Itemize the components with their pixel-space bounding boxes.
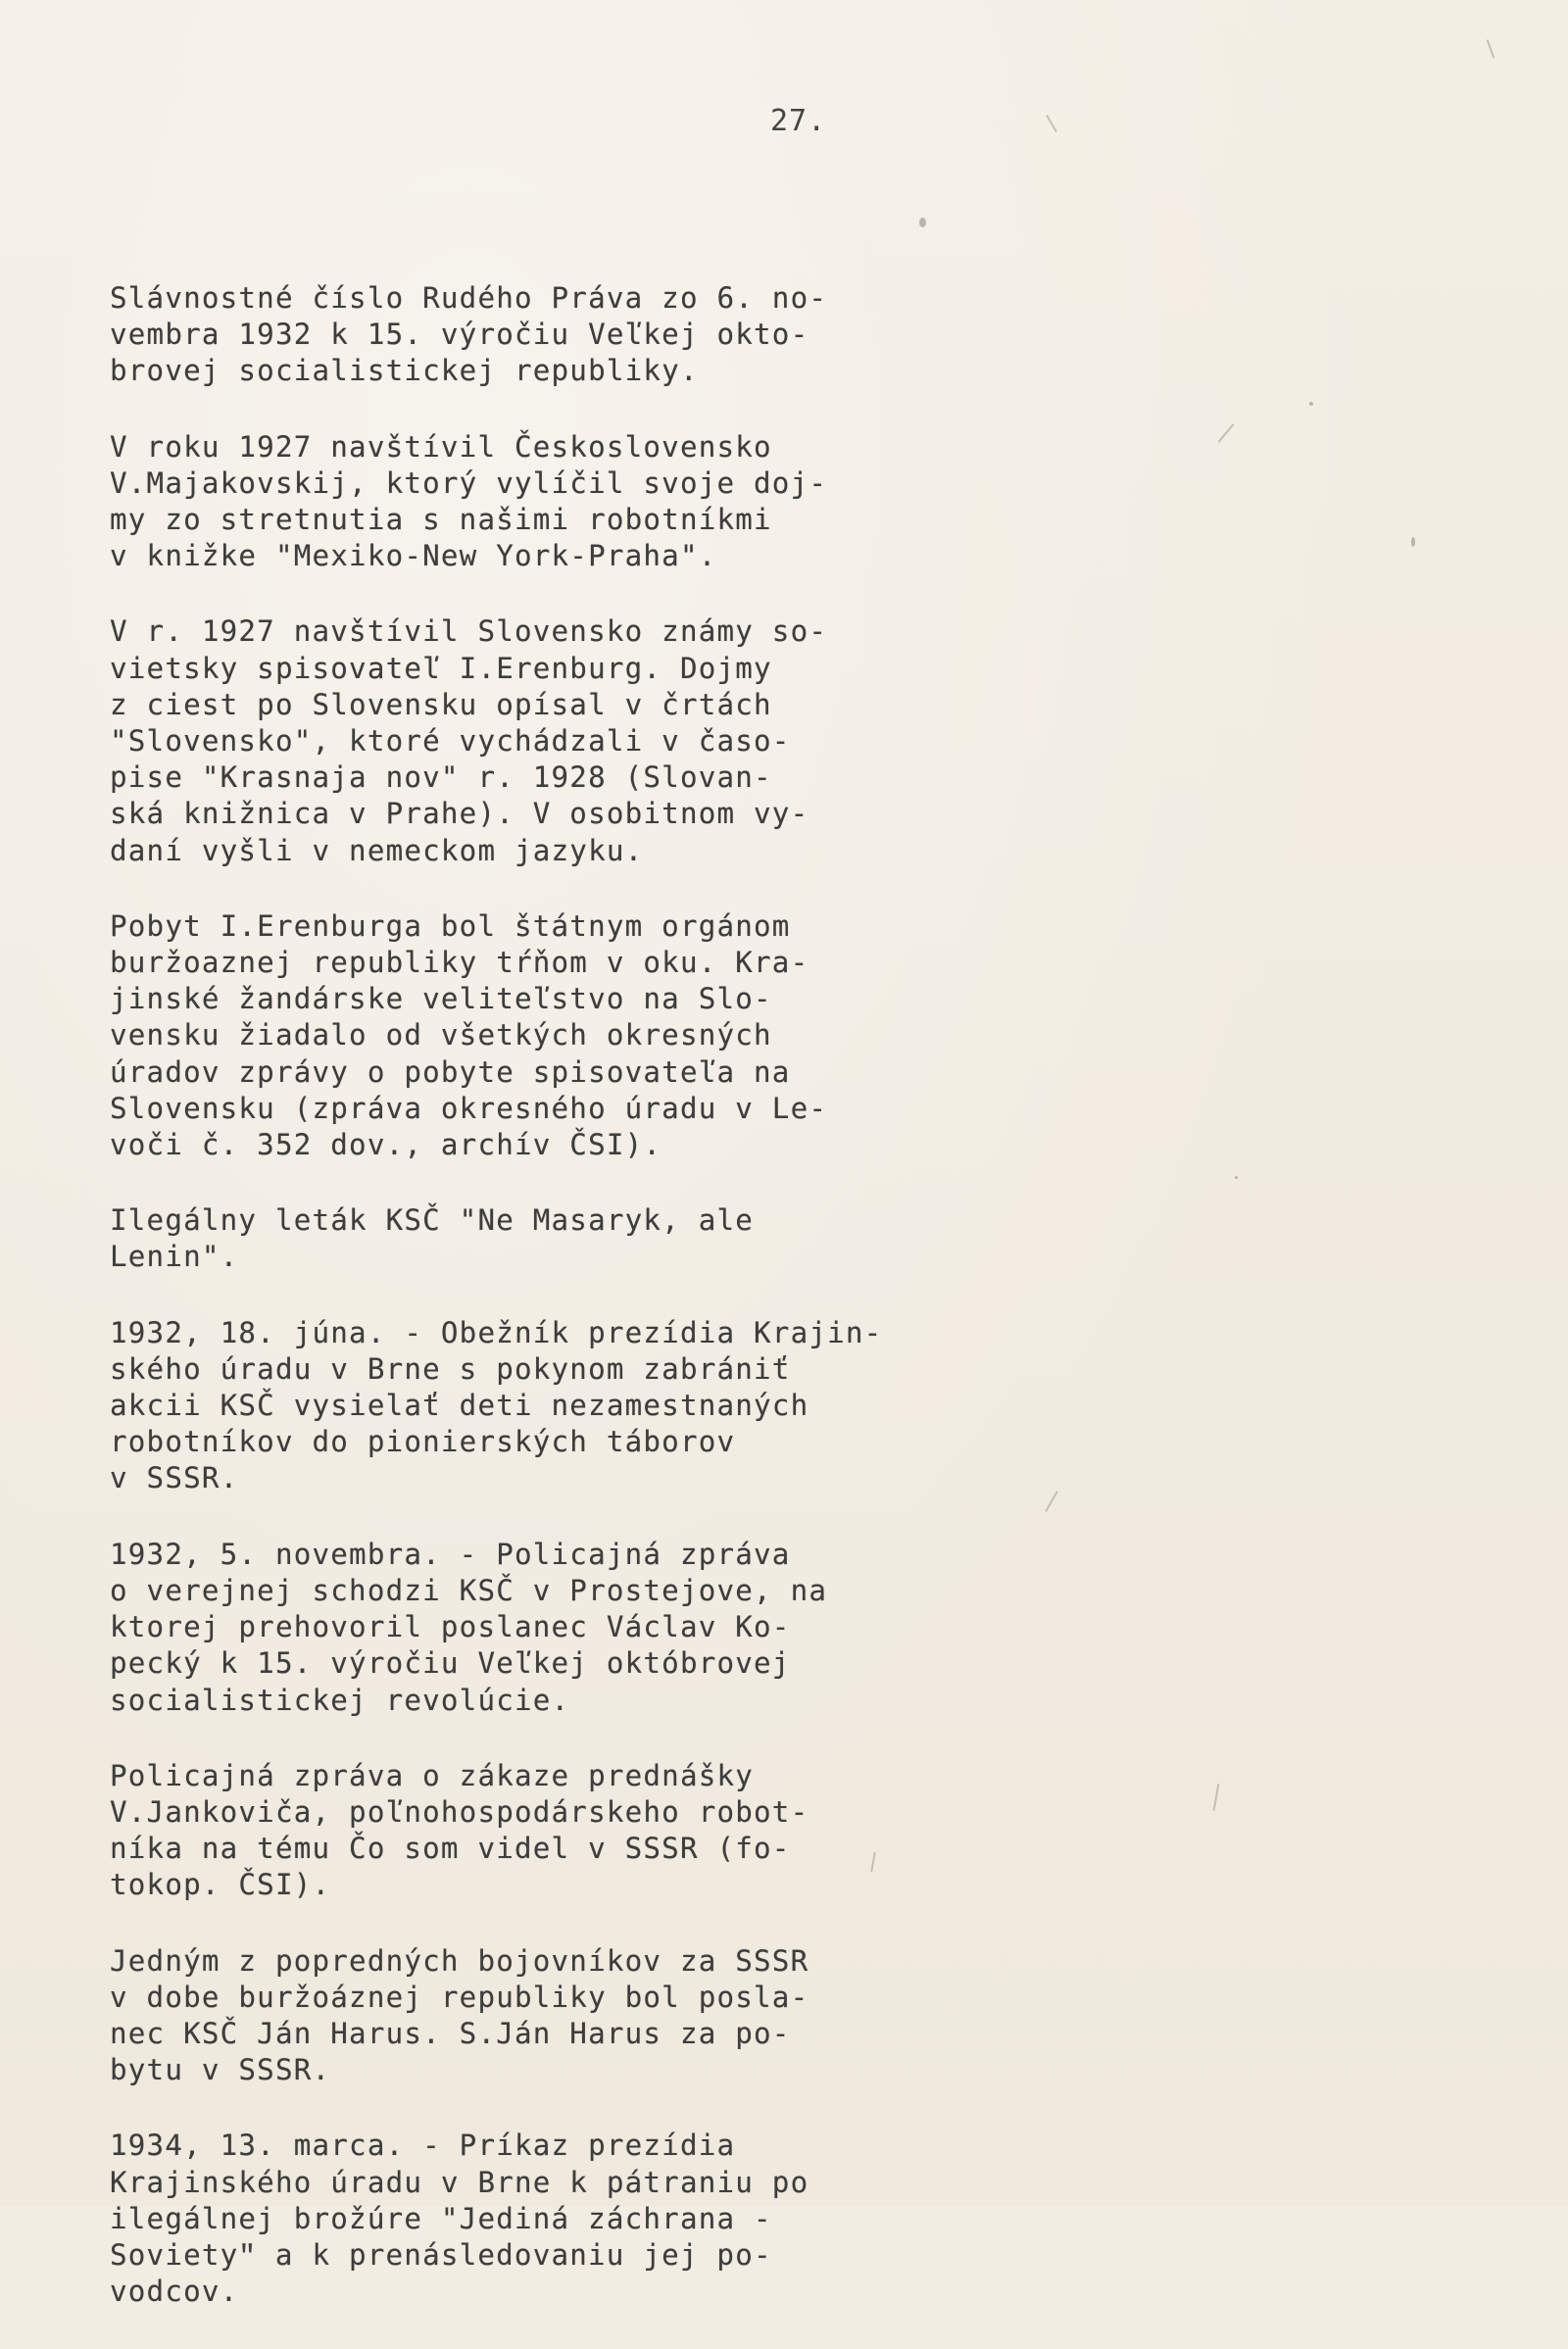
paper-scratch: [1213, 1784, 1220, 1811]
text-line: vensku žiadalo od všetkých okresných: [110, 1018, 772, 1052]
text-line: Lenin".: [110, 1240, 239, 1274]
text-line: ského úradu v Brne s pokynom zabrániť: [110, 1351, 791, 1386]
text-line: vodcov.: [110, 2275, 239, 2309]
text-line: v dobe buržoáznej republiky bol posla-: [110, 1980, 809, 2014]
entry-lecture-ban: [110, 1758, 953, 1904]
text-line: Pobyt I.Erenburga bol štátnym orgánom: [110, 908, 791, 943]
entry-majakovskij: [110, 429, 953, 575]
text-line: v knižke "Mexiko-New York-Praha".: [110, 539, 717, 573]
entry-erenburg-visit: [110, 613, 953, 868]
text-line: pise "Krasnaja nov" r. 1928 (Slovan-: [110, 760, 772, 795]
text-line: Policajná zpráva o zákaze prednášky: [110, 1758, 755, 1792]
entry-erenburg-stay: [110, 908, 953, 1163]
text-line: V.Jankoviča, poľnohospodárskeho robot-: [110, 1794, 809, 1829]
text-line: nec KSČ Ján Harus. S.Ján Harus za po-: [110, 2016, 791, 2050]
entry-illegal-leaflet: [110, 1202, 953, 1275]
paper-scratch: [1045, 1491, 1058, 1512]
text-line: daní vyšli v nemeckom jazyku.: [110, 833, 644, 867]
text-line: o verejnej schodzi KSČ v Prostejove, na: [110, 1573, 828, 1607]
entry-1932-june: [110, 1315, 953, 1497]
entry-1932-november: [110, 1537, 953, 1719]
paper-speck: [919, 218, 926, 227]
text-line: my zo stretnutia s našimi robotníkmi: [110, 503, 772, 537]
paper-speck: [1411, 537, 1415, 547]
paper-scratch: [1487, 39, 1495, 58]
entry-1934-march: [110, 2128, 953, 2310]
paper-scratch: [1218, 423, 1235, 443]
text-line: bytu v SSSR.: [110, 2053, 331, 2087]
paper-speck: [1235, 1176, 1238, 1179]
text-line: Krajinského úradu v Brne k pátraniu po: [110, 2165, 809, 2199]
text-line: brovej socialistickej republiky.: [110, 354, 699, 388]
text-line: úradov zprávy o pobyte spisovateľa na: [110, 1054, 791, 1089]
text-line: Slávnostné číslo Rudého Práva zo 6. no-: [110, 281, 828, 315]
text-line: "Slovensko", ktoré vychádzali v časo-: [110, 724, 791, 759]
document-body: [110, 280, 953, 2349]
text-line: ská knižnica v Prahe). V osobitnom vy-: [110, 797, 809, 831]
text-line: voči č. 352 dov., archív ČSI).: [110, 1128, 662, 1162]
text-line: jinské žandárske veliteľstvo na Slo-: [110, 982, 772, 1016]
text-line: z ciest po Slovensku opísal v črtách: [110, 687, 772, 721]
text-line: tokop. ČSI).: [110, 1868, 331, 1902]
text-line: vietsky spisovateľ I.Erenburg. Dojmy: [110, 651, 772, 685]
text-line: Slovensku (zpráva okresného úradu v Le-: [110, 1091, 828, 1125]
text-line: Sovietyʺ a k prenásledovaniu jej po-: [110, 2237, 772, 2272]
text-line: V r. 1927 navštívil Slovensko známy so-: [110, 614, 828, 649]
text-line: 1934, 13. marca. - Príkaz prezídia: [110, 2129, 736, 2163]
text-line: V.Majakovskij, ktorý vylíčil svoje doj-: [110, 465, 828, 500]
text-line: 1932, 18. júna. - Obežník prezídia Krajin-: [110, 1315, 883, 1349]
text-line: ktorej prehovoril poslanec Václav Ko-: [110, 1610, 791, 1644]
text-line: robotníkov do pionierských táborov: [110, 1425, 736, 1459]
text-line: Jedným z popredných bojovníkov za SSSR: [110, 1943, 809, 1978]
paper-speck: [1309, 402, 1313, 406]
text-line: buržoaznej republiky tŕňom v oku. Kra-: [110, 946, 809, 980]
paper-scratch: [1046, 115, 1057, 132]
entry-rude-pravo: [110, 280, 953, 390]
text-line: v SSSR.: [110, 1461, 239, 1495]
text-line: socialistickej revolúcie.: [110, 1683, 570, 1717]
text-line: Ilegálny leták KSČ "Ne Masaryk, ale: [110, 1203, 755, 1238]
text-line: níka na tému Čo som videl v SSSR (fo-: [110, 1832, 791, 1866]
text-line: vembra 1932 k 15. výročiu Veľkej okto-: [110, 318, 809, 352]
text-line: ilegálnej brožúre "Jediná záchrana -: [110, 2201, 772, 2235]
entry-jan-harus: [110, 1943, 953, 2089]
text-line: pecký k 15. výročiu Veľkej októbrovej: [110, 1646, 791, 1681]
page-number: 27.: [770, 104, 827, 138]
text-line: V roku 1927 navštívil Československo: [110, 429, 772, 464]
text-line: akcii KSČ vysielať deti nezamestnaných: [110, 1389, 809, 1423]
text-line: 1932, 5. novembra. - Policajná zpráva: [110, 1537, 791, 1571]
